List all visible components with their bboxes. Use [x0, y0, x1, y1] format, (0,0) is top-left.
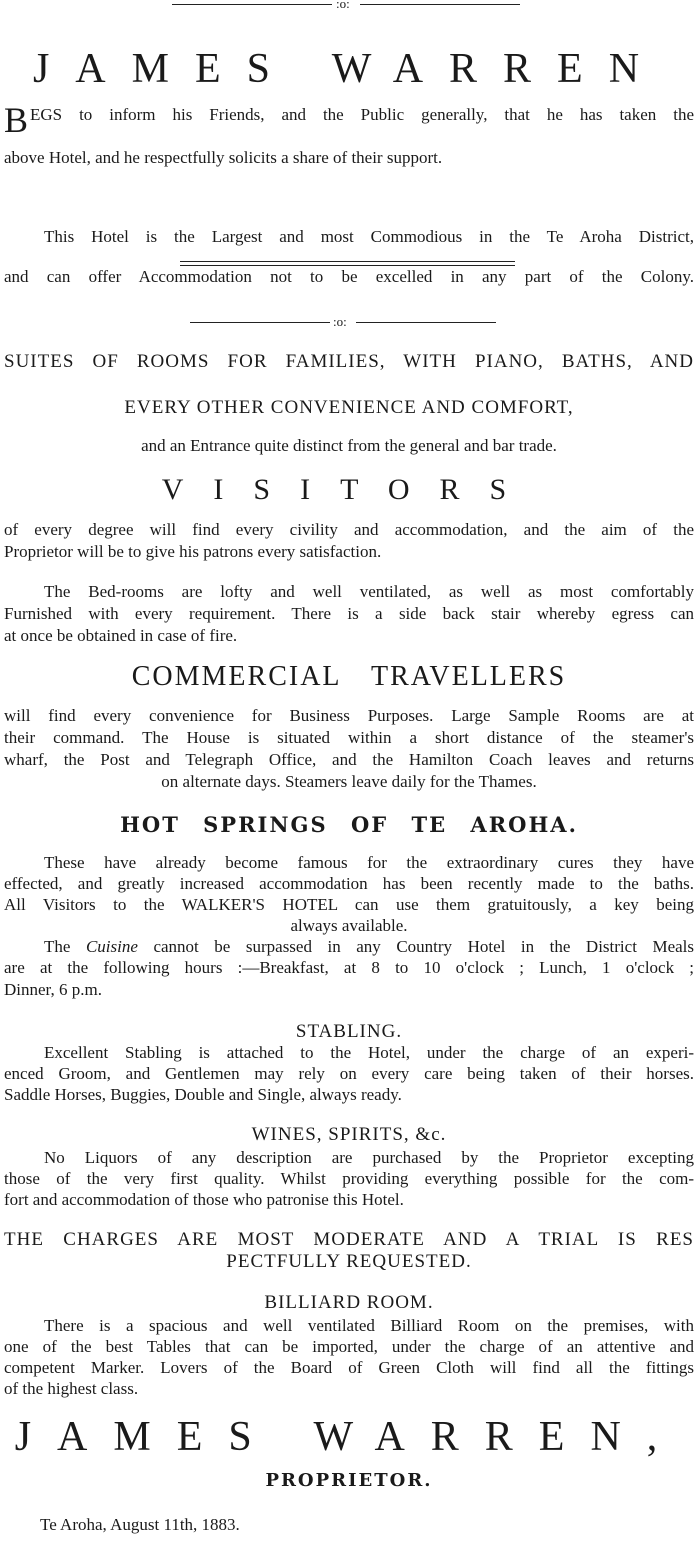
- intro-line: [4, 100, 694, 140]
- springs-line: These have already become famous for the extraordinary cures they have: [44, 853, 694, 872]
- stabling-line: Saddle Horses, Buggies, Double and Single, always ready.: [4, 1085, 402, 1104]
- stabling-heading: STABLING.: [295, 1021, 403, 1042]
- suites-line: and an Entrance quite distinct from the general and bar trade.: [141, 436, 557, 455]
- double-rule: [180, 261, 515, 262]
- visitors-heading: VISITORS: [161, 473, 537, 506]
- charges-line: PECTFULLY REQUESTED.: [226, 1251, 472, 1272]
- commercial-line: on alternate days. Steamers leave daily for the Thames.: [161, 772, 537, 791]
- commercial-line: their command. The House is situated within a short distance of the steamer's: [4, 728, 694, 747]
- commercial-line: wharf, the Post and Telegraph Office, and the Hamilton Coach leaves and returns: [4, 750, 694, 769]
- stabling-line: enced Groom, and Gentlemen may rely on every care being taken of their horses.: [4, 1064, 694, 1083]
- divider: [172, 4, 332, 5]
- advertiser-name-heading: JAMES WARREN: [32, 46, 666, 92]
- signature-name: JAMES WARREN,: [14, 1414, 684, 1460]
- springs-line: effected, and greatly increased accommodation has been recently made to the baths.: [4, 874, 694, 893]
- hotel-line: and can offer Accommodation not to be excelled in any part of the Colony.: [4, 267, 694, 286]
- springs-line: always available.: [290, 916, 408, 935]
- commercial-line: will find every convenience for Business Purposes. Large Sample Rooms are at: [4, 706, 694, 725]
- suites-line: EVERY OTHER CONVENIENCE AND COMFORT,: [124, 397, 574, 418]
- wines-line: those of the very first quality. Whilst providing everything possible for the com-: [4, 1169, 694, 1188]
- visitors-line: of every degree will find every civility and accommodation, and the aim of the: [4, 520, 694, 539]
- divider: [190, 322, 330, 323]
- hot-springs-heading: HOT SPRINGS OF TE AROHA.: [120, 812, 578, 837]
- stabling-line: Excellent Stabling is attached to the Hotel, under the charge of an experi-: [44, 1043, 694, 1062]
- drop-cap: B: [4, 100, 29, 140]
- double-rule: [180, 265, 515, 266]
- divider-ornament: :o:: [333, 314, 347, 329]
- commercial-heading: COMMERCIAL TRAVELLERS: [131, 661, 567, 692]
- divider-ornament: :o:: [336, 0, 350, 11]
- signature-title: PROPRIETOR.: [265, 1470, 433, 1491]
- bedrooms-line: Furnished with every requirement. There is a side back stair whereby egress can: [4, 604, 694, 623]
- cuisine-line: [4, 937, 694, 957]
- intro-line: above Hotel, and he respectfully solicits a share of their support.: [4, 148, 443, 167]
- cuisine-line: are at the following hours :—Breakfast, at 8 to 10 o'clock ; Lunch, 1 o'clock ;: [4, 958, 694, 977]
- cuisine-text: The: [44, 937, 86, 956]
- wines-line: No Liquors of any description are purchased by the Proprietor excepting: [44, 1148, 694, 1167]
- springs-line: All Visitors to the WALKER'S HOTEL can use them gratuitously, a key being: [4, 895, 694, 914]
- billiard-heading: BILLIARD ROOM.: [264, 1292, 434, 1313]
- divider: [360, 4, 520, 5]
- bedrooms-line: The Bed-rooms are lofty and well ventilated, as well as most comfortably: [44, 582, 694, 601]
- bedrooms-line: at once be obtained in case of fire.: [4, 626, 238, 645]
- billiard-line: of the highest class.: [4, 1379, 139, 1398]
- intro-text: EGS to inform his Friends, and the Public generally, that he has taken the: [30, 105, 694, 124]
- billiard-line: competent Marker. Lovers of the Board of Green Cloth will find all the fittings: [4, 1358, 694, 1377]
- cuisine-text: cannot be surpassed in any Country Hotel in the District Meals: [137, 937, 694, 956]
- cuisine-line: Dinner, 6 p.m.: [4, 980, 102, 999]
- wines-line: fort and accommodation of those who patronise this Hotel.: [4, 1190, 404, 1209]
- billiard-line: There is a spacious and well ventilated Billiard Room on the premises, with: [44, 1316, 694, 1335]
- billiard-line: one of the best Tables that can be imported, under the charge of an attentive and: [4, 1337, 694, 1356]
- visitors-line: Proprietor will be to give his patrons every satisfaction.: [4, 542, 382, 561]
- suites-line: SUITES OF ROOMS FOR FAMILIES, WITH PIANO, BATHS, AND: [4, 351, 694, 372]
- hotel-line: This Hotel is the Largest and most Commodious in the Te Aroha District,: [44, 227, 694, 246]
- dateline: Te Aroha, August 11th, 1883.: [40, 1515, 240, 1534]
- divider: [356, 322, 496, 323]
- wines-heading: WINES, SPIRITS, &c.: [251, 1124, 447, 1145]
- cuisine-italic: Cuisine: [85, 937, 138, 956]
- charges-line: THE CHARGES ARE MOST MODERATE AND A TRIAL IS RES: [4, 1229, 694, 1250]
